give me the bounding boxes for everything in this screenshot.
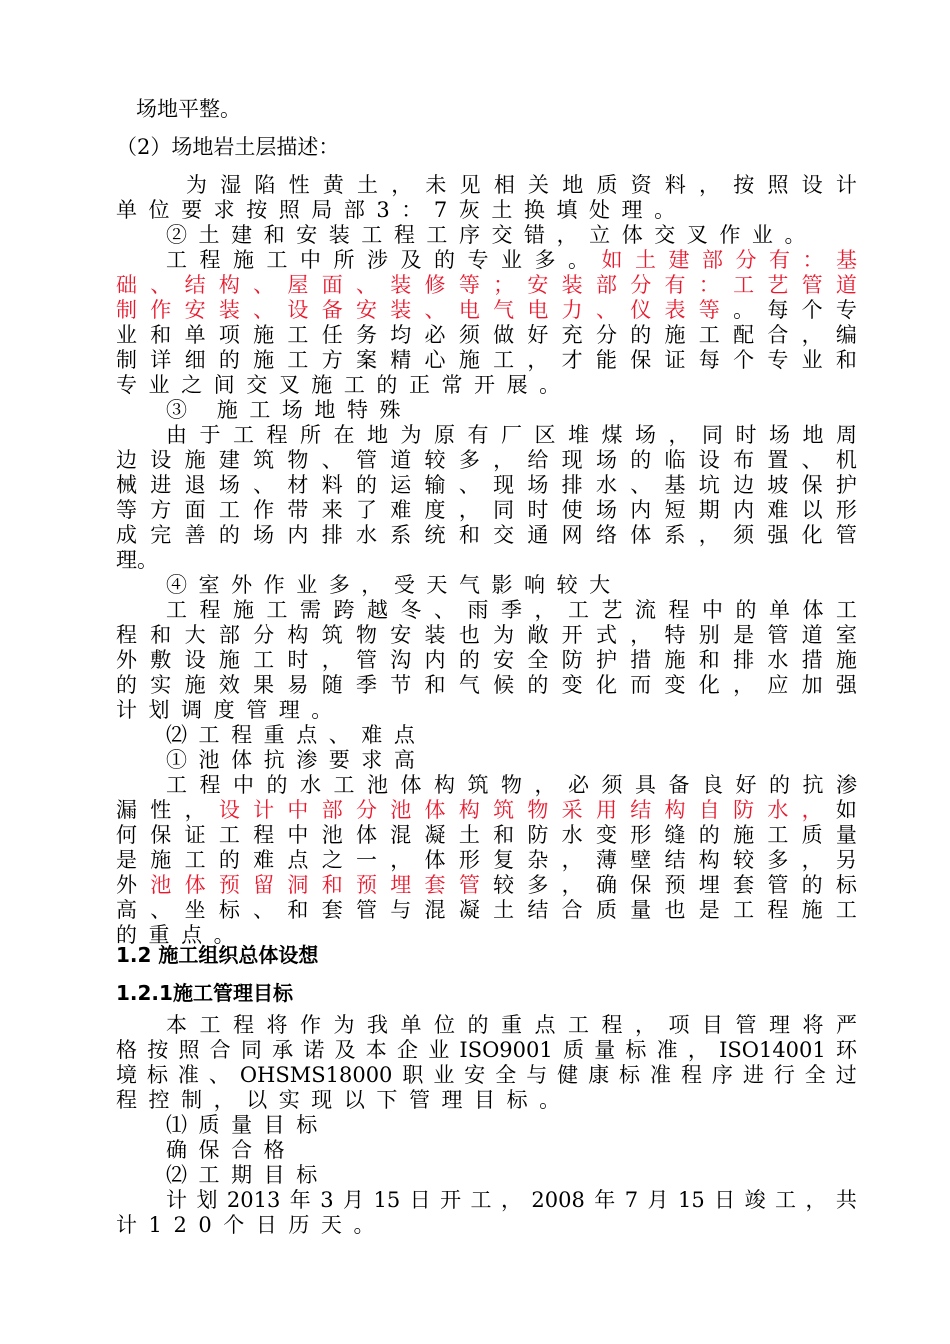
text-line: 工 程 中 的 水 工 池 体 构 筑 物 ， 必 须 具 备 良 好 的 抗 渗 bbox=[166, 773, 857, 797]
text-line: 的重点。 bbox=[116, 923, 247, 947]
text-line: 理。 bbox=[116, 548, 158, 572]
text-line: 计 划 2013 年 3 月 15 日 开 工 ， 2008 年 7 月 15 日 竣 工 ， 共 bbox=[166, 1188, 857, 1212]
text-line: 漏 性 ， 设 计 中 部 分 池 体 构 筑 物 采 用 结 构 自 防 水 ， 如 bbox=[116, 798, 857, 822]
text-line: 等 方 面 工 作 带 来 了 难 度 ， 同 时 使 场 内 短 期 内 难 以 形 bbox=[116, 498, 857, 522]
text-line: 格 按 照 合 同 承 诺 及 本 企 业 ISO9001 质 量 标 准 ， ISO14001 环 bbox=[116, 1038, 857, 1062]
text-line: 工 程 施 工 需 跨 越 冬 、 雨 季 ， 工 艺 流 程 中 的 单 体 工 bbox=[166, 598, 857, 622]
text-line: 的 实 施 效 果 易 随 季 节 和 气 候 的 变 化 而 变 化 ， 应 加 强 bbox=[116, 673, 857, 697]
text-line: 是 施 工 的 难 点 之 一 ， 体 形 复 杂 ， 薄 壁 结 构 较 多 ， 另 bbox=[116, 848, 857, 872]
text-line: 械 进 退 场 、 材 料 的 运 输 、 现 场 排 水 、 基 坑 边 坡 保 护 bbox=[116, 473, 857, 497]
text-line: 何 保 证 工 程 中 池 体 混 凝 土 和 防 水 变 形 缝 的 施 工 质 量 bbox=[116, 823, 857, 847]
text-line: 业 和 单 项 施 工 任 务 均 必 须 做 好 充 分 的 施 工 配 合 ， 编 bbox=[116, 323, 857, 347]
text-line: ⑵工程重点、难点 bbox=[166, 723, 427, 747]
text-line: 由 于 工 程 所 在 地 为 原 有 厂 区 堆 煤 场 ， 同 时 场 地 周 bbox=[166, 423, 857, 447]
text-line: 高 、 坐 标 、 和 套 管 与 混 凝 土 结 合 质 量 也 是 工 程 施 工 bbox=[116, 898, 857, 922]
text-line: 计120个日历天。 bbox=[116, 1213, 387, 1237]
text-line: 程控制，以实现以下管理目标。 bbox=[116, 1088, 572, 1112]
text-line: 确保合格 bbox=[166, 1138, 297, 1162]
text-line: 础 、 结 构 、 屋 面 、 装 修 等 ； 安 装 部 分 有 ： 工 艺 管 道 bbox=[116, 273, 857, 297]
text-line: 程 和 大 部 分 构 筑 物 安 装 也 为 敞 开 式 ， 特 别 是 管 道 室 bbox=[116, 623, 857, 647]
text-line: ③ 施工场地特殊 bbox=[166, 398, 413, 422]
text-line: （2）场地岩土层描述： bbox=[116, 135, 340, 159]
text-line: 外 池 体 预 留 洞 和 预 埋 套 管 较 多 ， 确 保 预 埋 套 管 的 标 bbox=[116, 873, 857, 897]
text-line: 场地平整。 bbox=[136, 97, 241, 121]
text-line: 制 详 细 的 施 工 方 案 精 心 施 工 ， 才 能 保 证 每 个 专 业 和 bbox=[116, 348, 857, 372]
text-line: 制 作 安 装 、 设 备 安 装 、 电 气 电 力 、 仪 表 等 。 每 个 专 bbox=[116, 298, 857, 322]
section-heading: 1.2 施工组织总体设想 bbox=[116, 943, 319, 967]
text-line: 工 程 施 工 中 所 涉 及 的 专 业 多 。 如 土 建 部 分 有 ： 基 bbox=[166, 248, 857, 272]
text-line: 计划调度管理。 bbox=[116, 698, 344, 722]
text-line: 本 工 程 将 作 为 我 单 位 的 重 点 工 程 ， 项 目 管 理 将 严 bbox=[166, 1013, 857, 1037]
text-line: 边 设 施 建 筑 物 、 管 道 较 多 ， 给 现 场 的 临 设 布 置 、 机 bbox=[116, 448, 857, 472]
text-line: ⑴质量目标 bbox=[166, 1113, 329, 1137]
section-heading: 1.2.1施工管理目标 bbox=[116, 981, 293, 1005]
text-line: ⑵工期目标 bbox=[166, 1163, 329, 1187]
text-line: ②土建和安装工程工序交错，立体交叉作业。 bbox=[166, 223, 817, 247]
text-line: 成 完 善 的 场 内 排 水 系 统 和 交 通 网 络 体 系 ， 须 强 化 管 bbox=[116, 523, 857, 547]
text-line: 专业之间交叉施工的正常开展。 bbox=[116, 373, 572, 397]
text-line: 单位要求按照局部3：7灰土换填处理。 bbox=[116, 198, 687, 222]
text-line: 外 敷 设 施 工 时 ， 管 沟 内 的 安 全 防 护 措 施 和 排 水 措 施 bbox=[116, 648, 857, 672]
text-line: 为 湿 陷 性 黄 土 ， 未 见 相 关 地 质 资 料 ， 按 照 设 计 bbox=[186, 173, 857, 197]
text-line: 境 标 准 、 OHSMS18000 职 业 安 全 与 健 康 标 准 程 序 进 行 全 过 bbox=[116, 1063, 857, 1087]
text-line: ①池体抗渗要求高 bbox=[166, 748, 427, 772]
text-line: ④室外作业多，受天气影响较大 bbox=[166, 573, 622, 597]
